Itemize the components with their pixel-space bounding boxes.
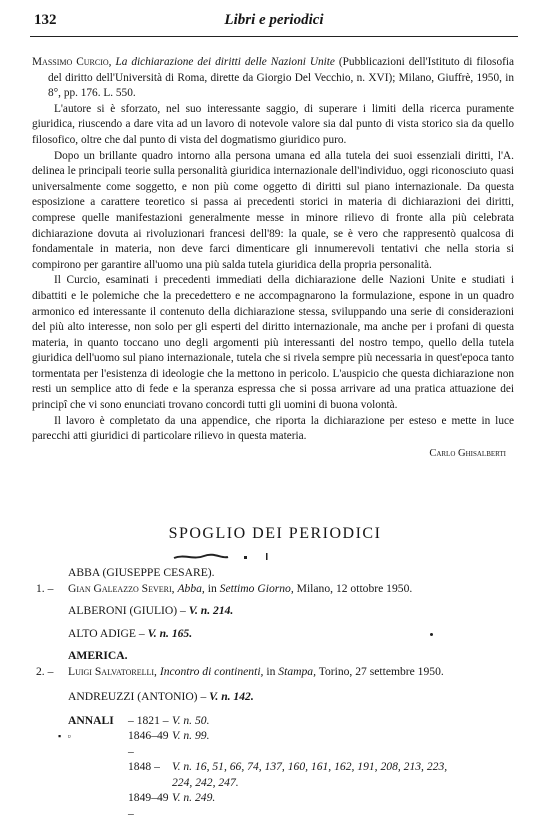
item-in: in <box>207 581 217 595</box>
annali-row <box>68 759 514 775</box>
item-in: in <box>266 664 276 678</box>
item-details: Torino, 27 settembre 1950. <box>318 664 444 678</box>
head-text: ALTO ADIGE – <box>68 626 145 640</box>
head-text: AMERICA. <box>68 649 128 662</box>
annali-refs: V. n. 99. <box>172 729 210 742</box>
annali-year: 1849–49 – <box>128 791 169 820</box>
annali-refs: V. n. 16, 51, 66, 74, 137, 160, 161, 162, 191, 208, 213, 223, <box>172 760 448 773</box>
review-citation <box>32 55 514 102</box>
page-header <box>30 10 518 37</box>
annali-refs: V. n. 249. <box>172 791 216 804</box>
item-details: Milano, 12 ottobre 1950. <box>296 581 413 595</box>
review-paragraph-4: Il lavoro è completato da una appendice, che riporta la dichiarazione per esteso e mette in luce parecchi atti giuridici di particolare rilievo in questa materia. <box>32 414 514 443</box>
review-paragraph-3: Il Curcio, esaminati i precedenti immediati della dichiarazione delle Nazioni Unite e studiati i dibattiti e le polemiche che la precedettero e ne accompagnarono la formulazione, espone in un quadro armonico ed interessante il contenuto della dichiarazione stessa, sviluppando una serie di considerazioni del più alto interesse, non solo per gli esperti del diritto internazionale, ma anche per i profani di questa materia, in quanto toccano uno degli argomenti più interessanti del nostro tempo, quello della tutela giuridica dell'uomo sul piano internazionale, tutela che si rivela sempre più necessaria in quest'epoca tanto tormentata per l'esistenza di ideologie che la mettono in pericolo. L'auspicio che questa dichiarazione non resti un semplice atto di fede e la speranza espressa che si possa arrivare ad una pratica attuazione dei principî che vi sono enunciati trovano concordi tutti gli uomini di buona volontà. <box>32 274 514 412</box>
head-text: ALBERONI (GIULIO) – <box>68 604 186 617</box>
periodicals-index <box>36 563 514 821</box>
annali-label: ANNALI <box>68 713 114 727</box>
entry-item-2 <box>36 664 514 680</box>
item-title: Incontro di continenti, <box>159 664 264 678</box>
review-signature: Carlo Ghisalberti <box>429 447 506 459</box>
annali-refs: 224, 242, 247. <box>172 775 239 789</box>
page-number: 132 <box>34 12 57 28</box>
item-title: Abba, <box>177 581 205 595</box>
handwritten-mark: ▪ ▫ <box>58 730 73 741</box>
handwritten-mark <box>170 551 280 563</box>
item-journal: Stampa, <box>278 664 316 678</box>
annali-row <box>68 775 514 791</box>
annali-year: 1848 – <box>128 760 160 773</box>
book-review <box>32 55 514 461</box>
item-number: 1. – <box>36 581 54 595</box>
entry-head-alto-adige <box>36 626 514 642</box>
annali-refs: V. n. 50. <box>172 713 210 727</box>
entry-head-alberoni <box>36 603 514 619</box>
annali-row <box>68 728 514 759</box>
entry-head-america <box>36 648 514 664</box>
review-paragraph-1: L'autore si è sforzato, nel suo interessante saggio, di superare i limiti della ricerca puramente giuridica, riuscendo a dare vita ad un lavoro di notevole valore sia dal punto di vista storico sia da quello filosofico, oltre che dal punto di vista del dogmatismo giuridico puro. <box>32 102 514 146</box>
running-title: Libri e periodici <box>224 12 324 28</box>
annali-row <box>68 713 514 729</box>
item-number: 2. – <box>36 664 54 678</box>
item-author: Luigi Salvatorelli, <box>68 664 157 678</box>
entry-annali <box>36 713 514 822</box>
entry-head-abba: ABBA (GIUSEPPE CESARE). <box>68 566 215 579</box>
entry-head-andreuzzi <box>36 689 514 705</box>
item-author: Gian Galeazzo Severi, <box>68 581 175 595</box>
entry-item-1 <box>36 581 514 597</box>
head-text: ANDREUZZI (ANTONIO) – <box>68 690 207 703</box>
citation-title: La dichiarazione dei diritti delle Nazioni Unite <box>115 56 335 68</box>
review-paragraph-2: Dopo un brillante quadro intorno alla persona umana ed alla tutela dei suoi essenziali diritti, l'A. delinea le principali teorie sulla personalità giuridica internazionale dell'individuo, oggi riconosciuto quasi universalmente come soggetto, e non più come oggetto di diritti sul piano internazionale. Da questa esposizione a carattere teoretico si passa ai precedenti storici in materia di dichiarazioni dei diritti, comprese quelle manifestazioni generalmente messe in minore rilievo di fronte alla più celebrata dichiarazione dovuta ai rivoluzionari francesi dell'89: la quale, se è vero che rappresentò qualcosa di fondamentale in materia, non deve farci dimenticare gli innumerevoli tentativi che nella storia si compirono per garantire all'uomo una più salda tutela giuridica della propria personalità. <box>32 149 514 271</box>
citation-publication: (Pubblicazioni dell'Istituto di filosofia del diritto dell'Università di Roma, dirette da Giorgio Del Vecchio, n. XVI); Milano, Giuffrè, 1950, in 8°, pp. 176. L. 550. <box>48 56 515 100</box>
item-journal: Settimo Giorno, <box>219 581 294 595</box>
section-title: SPOGLIO DEI PERIODICI <box>168 525 382 542</box>
cross-reference: V. n. 142. <box>209 690 254 703</box>
annali-year: 1846–49 – <box>128 729 169 758</box>
ink-speck <box>430 633 433 636</box>
cross-reference: V. n. 165. <box>147 626 193 640</box>
cross-reference: V. n. 214. <box>188 604 234 617</box>
citation-author: Massimo Curcio, <box>32 56 112 68</box>
annali-year: – 1821 – <box>128 713 169 727</box>
annali-year <box>128 775 172 791</box>
annali-row <box>68 790 514 821</box>
